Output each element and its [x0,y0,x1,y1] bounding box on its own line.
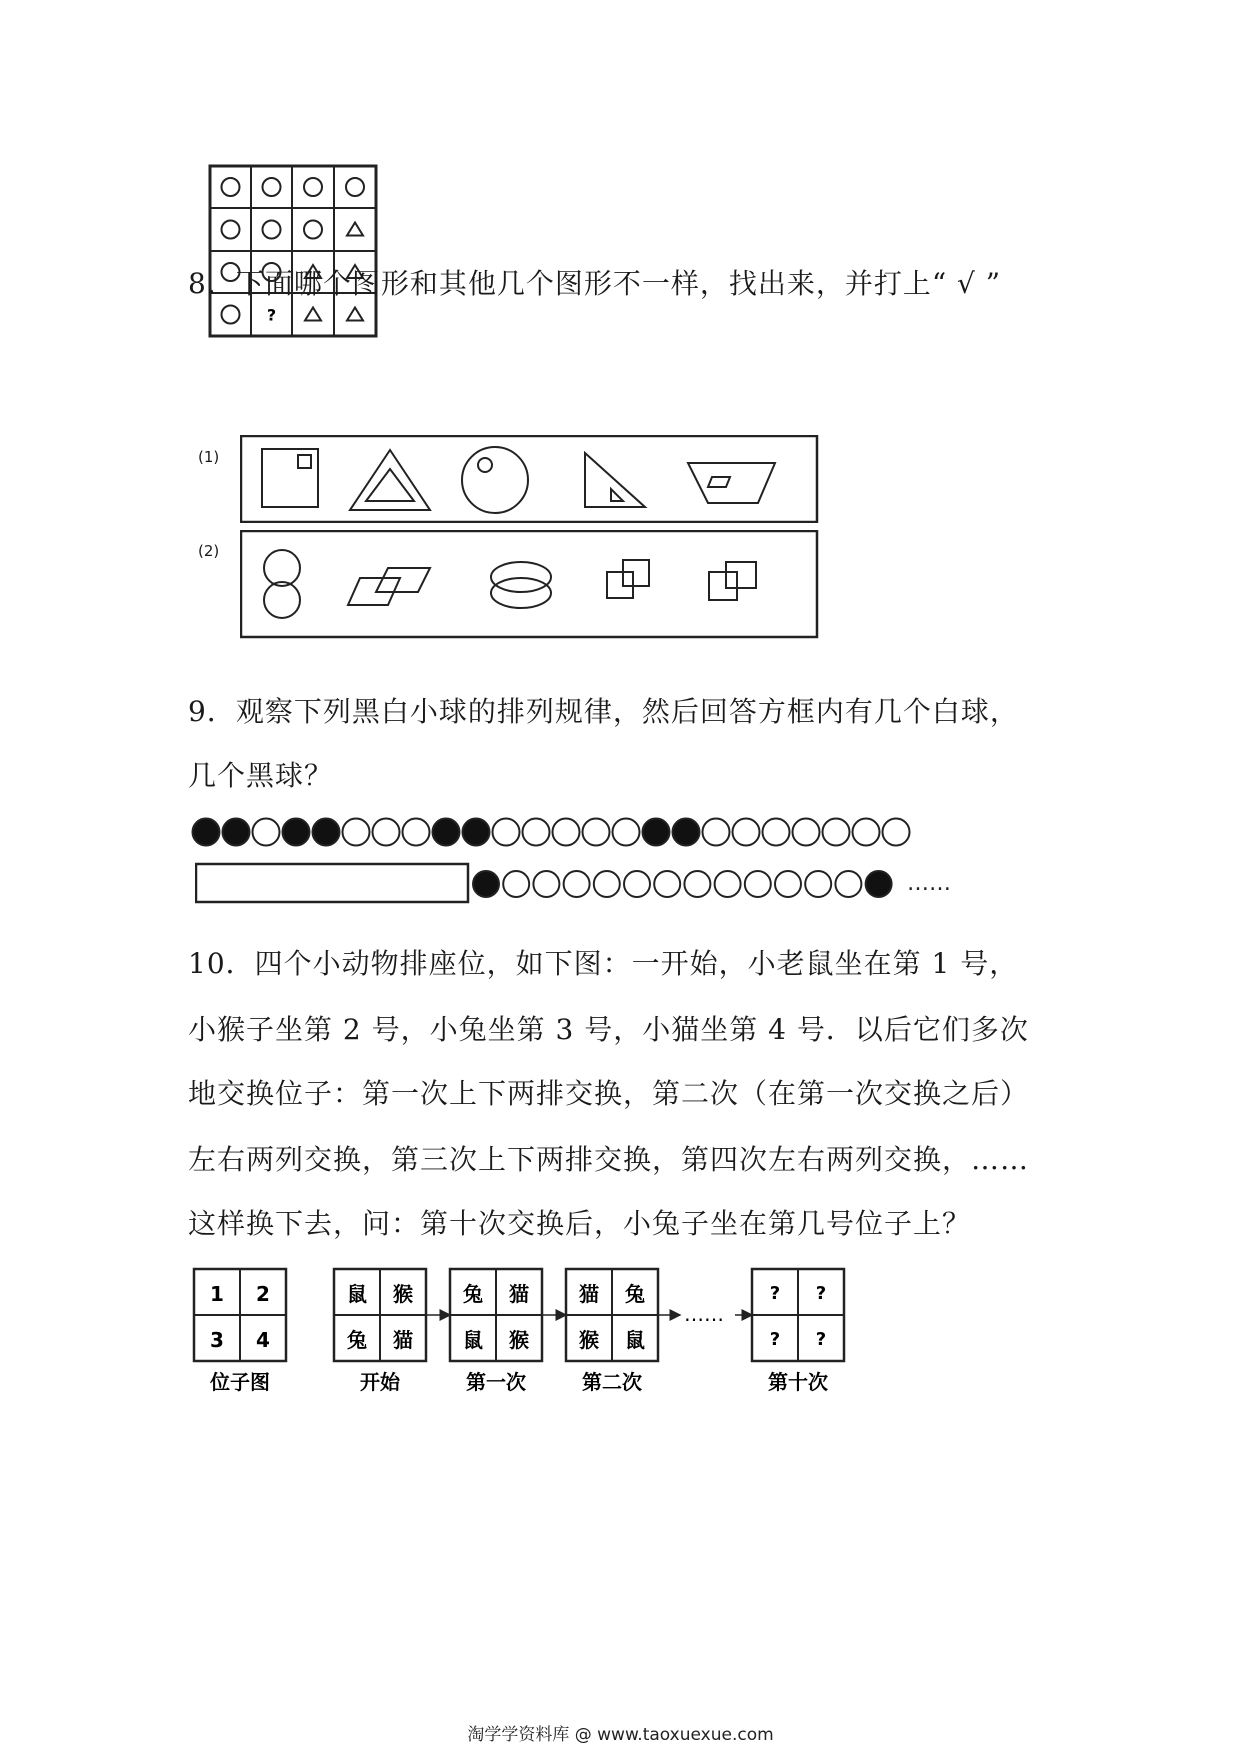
black-ball [193,819,220,846]
white-ball [533,871,559,897]
grid-triangle-icon [347,308,363,321]
grid-circle-icon [263,221,281,239]
svg-text:鼠: 鼠 [347,1282,367,1306]
ball-sequence-row2 [195,862,985,906]
white-ball [613,819,640,846]
question-10-line1: 10．四个小动物排座位，如下图：一开始，小老鼠坐在第 1 号， [188,947,1019,980]
white-ball [403,819,430,846]
grid-circle-icon [304,221,322,239]
q8-row1-figures [240,435,820,523]
page-footer: 淘学学资料库 @ www.taoxuexue.com [467,1725,774,1745]
white-ball [553,819,580,846]
grid-circle-icon [222,178,240,196]
grid-circle-icon [263,178,281,196]
black-ball [223,819,250,846]
ball-ellipsis: …… [907,871,951,896]
white-ball [853,819,880,846]
white-ball [564,871,590,897]
seat-1: 1 [210,1282,224,1306]
white-ball [805,871,831,897]
black-ball [473,871,499,897]
white-ball [883,819,910,846]
black-ball [673,819,700,846]
white-ball [793,819,820,846]
svg-text:猫: 猫 [579,1282,599,1306]
nested-triangle-icon [350,450,430,510]
question-10-line3: 地交换位子：第一次上下两排交换，第二次（在第一次交换之后） [188,1077,1030,1110]
q8-row2-label: (2) [198,542,220,560]
question-8-text: 8．下面哪个图形和其他几个图形不一样，找出来，并打上“ √ ” [188,267,1002,300]
seat-3: 3 [210,1328,224,1352]
white-ball [745,871,771,897]
svg-text:兔: 兔 [625,1282,645,1306]
grid-circle-icon [222,221,240,239]
seat-2: 2 [256,1282,270,1306]
black-ball [283,819,310,846]
second-swap-grid [566,1269,658,1394]
start-caption: 开始 [360,1370,400,1394]
svg-text:猫: 猫 [393,1328,413,1352]
right-triangle-icon [585,453,645,507]
seat-map-grid [194,1269,286,1394]
white-ball [715,871,741,897]
white-ball [253,819,280,846]
grid-triangle-icon [347,223,363,236]
svg-text:兔: 兔 [347,1328,367,1352]
stacked-circles-icon [264,550,300,618]
svg-text:鼠: 鼠 [625,1328,645,1352]
two-parallelograms-icon [348,568,430,605]
tenth-swap-grid [752,1269,844,1394]
shape-grid-puzzle [200,160,380,340]
second-caption: 第二次 [582,1370,642,1394]
white-ball [654,871,680,897]
tenth-caption: 第十次 [768,1370,828,1394]
svg-text:鼠: 鼠 [463,1328,483,1352]
q8-row2-figures [240,530,820,640]
white-ball [763,819,790,846]
question-9-line2: 几个黑球？ [188,759,334,792]
white-ball [503,871,529,897]
seat-diagram [190,1265,870,1395]
white-ball [343,819,370,846]
grid-circle-icon [222,306,240,324]
black-ball [313,819,340,846]
white-ball [624,871,650,897]
black-ball [433,819,460,846]
svg-text:猫: 猫 [509,1282,529,1306]
question-9-line1: 9．观察下列黑白小球的排列规律，然后回答方框内有几个白球， [188,695,1019,728]
white-ball [493,819,520,846]
white-ball [523,819,550,846]
two-squares-icon [607,560,649,598]
start-grid [334,1269,426,1394]
grid-unknown-cell: ? [266,305,277,325]
square-with-small-square-icon [262,449,318,507]
white-ball [703,819,730,846]
answer-box [196,864,468,902]
seat-4: 4 [256,1328,270,1352]
black-ball [463,819,490,846]
first-caption: 第一次 [466,1370,526,1394]
white-ball [823,819,850,846]
svg-text:兔: 兔 [463,1282,483,1306]
white-ball [835,871,861,897]
seat-map-caption: 位子图 [210,1370,270,1394]
white-ball [594,871,620,897]
question-10-line4: 左右两列交换，第三次上下两排交换，第四次左右两列交换，…… [188,1143,1030,1176]
grid-circle-icon [346,178,364,196]
q8-row1-label: (1) [198,448,220,466]
svg-text:猴: 猴 [509,1328,529,1352]
first-swap-grid [450,1269,542,1394]
question-10-line2: 小猴子坐第 2 号，小兔坐第 3 号，小猫坐第 4 号．以后它们多次 [188,1013,1029,1046]
svg-text:猴: 猴 [393,1282,413,1306]
parallelogram-icon [688,463,775,503]
white-ball [583,819,610,846]
svg-text:?: ? [769,1283,781,1304]
white-ball [373,819,400,846]
svg-text:?: ? [769,1329,781,1350]
circle-with-small-circle-icon [462,447,528,513]
white-ball [733,819,760,846]
black-ball [643,819,670,846]
white-ball [775,871,801,897]
svg-text:猴: 猴 [579,1328,599,1352]
ball-sequence-row1 [190,812,990,852]
sequence-dots: …… [684,1302,724,1326]
grid-triangle-icon [305,308,321,321]
svg-text:?: ? [815,1283,827,1304]
grid-circle-icon [304,178,322,196]
two-squares-alt-icon [709,562,756,600]
white-ball [684,871,710,897]
black-ball [866,871,892,897]
two-ellipses-icon [491,562,551,608]
svg-text:?: ? [815,1329,827,1350]
question-10-line5: 这样换下去，问：第十次交换后，小兔子坐在第几号位子上？ [188,1207,972,1240]
